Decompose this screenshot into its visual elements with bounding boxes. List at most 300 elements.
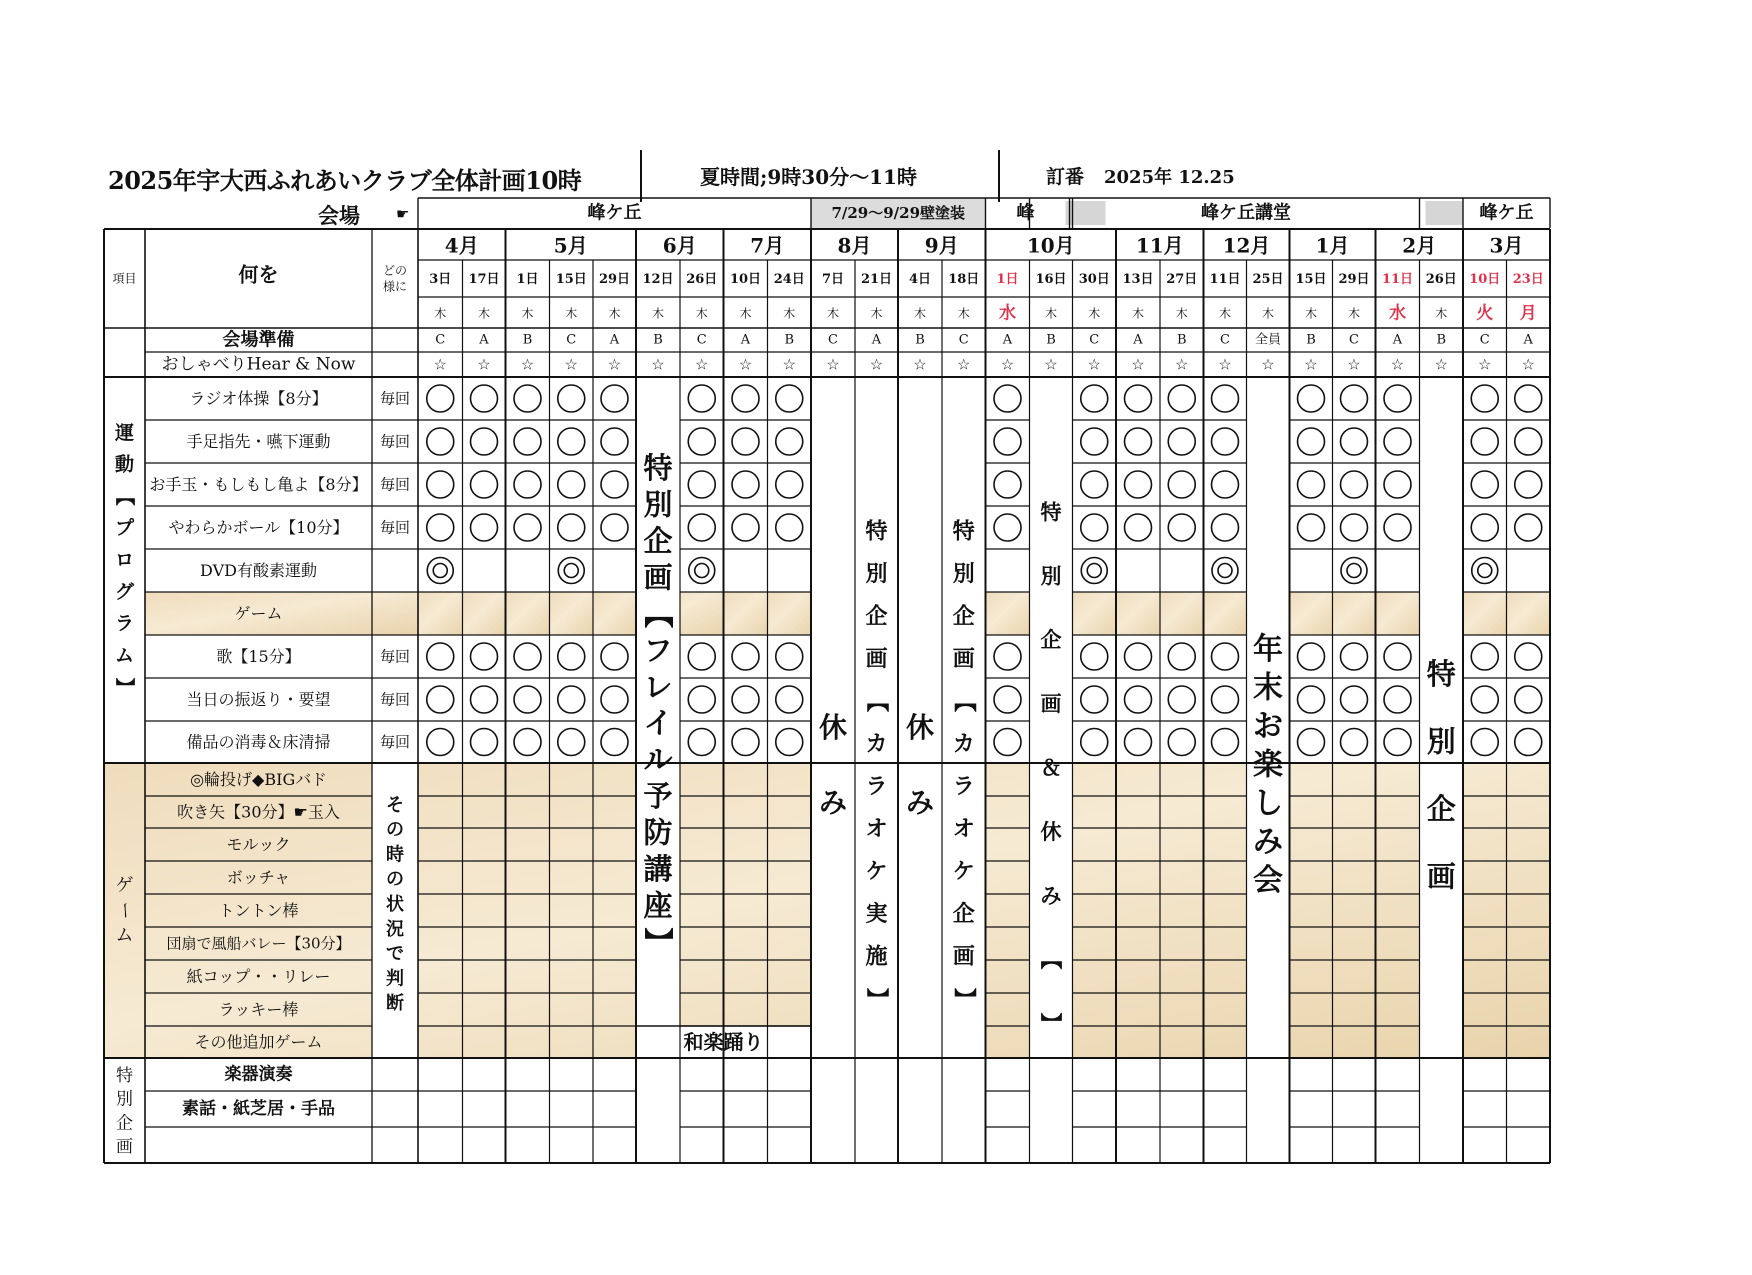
games-how xyxy=(386,795,404,1014)
venue-prep-group: 全員 xyxy=(1254,332,1282,348)
attendance-circle xyxy=(601,514,628,541)
banner-char: で xyxy=(386,943,404,965)
month-header: 8月 xyxy=(837,233,872,258)
attendance-circle xyxy=(994,686,1021,713)
chat-mark: ☆ xyxy=(1175,355,1189,374)
weekday: 木 xyxy=(477,306,491,321)
double-circle-inner xyxy=(1478,564,1492,578)
weekday: 木 xyxy=(1347,306,1361,321)
attendance-circle xyxy=(1341,428,1368,455)
double-circle xyxy=(1081,558,1107,584)
pointing-hand-icon: ☛ xyxy=(396,205,410,223)
attendance-circle xyxy=(732,729,759,756)
banner-char: 別 xyxy=(643,487,673,522)
venue-prep-group: B xyxy=(522,332,533,348)
program-how: 毎回 xyxy=(379,432,411,451)
attendance-circle xyxy=(1212,729,1239,756)
program-row-label: 手足指先・嚥下運動 xyxy=(186,432,331,451)
date-header: 15日 xyxy=(1295,272,1327,287)
banner-char: 企 xyxy=(865,603,888,630)
venue-prep-group: C xyxy=(958,332,969,348)
attendance-circle xyxy=(558,514,585,541)
venue-prep-group: B xyxy=(784,332,795,348)
banner-char: 末 xyxy=(1253,670,1283,706)
attendance-circle xyxy=(776,643,803,670)
game-row-shade xyxy=(1204,592,1247,635)
double-circle-inner xyxy=(1087,564,1101,578)
attendance-circle xyxy=(688,471,715,498)
banner-char: 特 xyxy=(1426,656,1456,691)
banner-char: 企 xyxy=(1426,791,1456,826)
attendance-circle xyxy=(514,385,541,412)
attendance-circle xyxy=(1471,471,1498,498)
program-row-label: 備品の消毒＆床清掃 xyxy=(186,732,331,752)
weekday: 木 xyxy=(521,306,534,321)
attendance-circle xyxy=(1298,514,1325,541)
venue-prep-group: B xyxy=(915,332,925,348)
attendance-circle xyxy=(427,643,454,670)
banner-char: 】 xyxy=(641,927,675,957)
attendance-circle xyxy=(1168,514,1195,541)
year-end-banner xyxy=(1253,632,1283,898)
date-header: 23日 xyxy=(1512,272,1544,287)
banner-char: 】 xyxy=(950,987,977,1010)
banner-char: み xyxy=(818,786,848,819)
attendance-circle xyxy=(1125,729,1152,756)
item-header: 項目 xyxy=(112,271,137,286)
attendance-circle xyxy=(427,385,454,412)
attendance-circle xyxy=(601,643,628,670)
date-header: 26日 xyxy=(686,272,718,287)
attendance-circle xyxy=(1081,428,1108,455)
banner-char: ロ xyxy=(114,549,135,571)
banner-char: 況 xyxy=(386,918,404,940)
venue-segment: 峰ケ丘講堂 xyxy=(1201,202,1291,224)
weekday: 木 xyxy=(783,306,796,321)
venue-label: 会場 xyxy=(318,203,360,228)
attendance-circle xyxy=(1384,643,1411,670)
attendance-circle xyxy=(1125,643,1152,670)
double-circle xyxy=(1472,558,1498,584)
banner-char: 動 xyxy=(114,453,135,476)
chat-mark: ☆ xyxy=(695,355,709,374)
attendance-circle xyxy=(427,428,454,455)
banner-char: ケ xyxy=(865,858,888,885)
venue-prep-group: A xyxy=(740,332,751,348)
attendance-circle xyxy=(1168,385,1195,412)
chat-mark: ☆ xyxy=(1044,355,1058,374)
program-row-label: お手玉・もしもし亀よ【8分】 xyxy=(149,475,368,494)
banner-char: ＆ xyxy=(1040,755,1062,780)
weekday: 火 xyxy=(1476,303,1494,324)
venue-prep-group: A xyxy=(1523,332,1533,348)
attendance-circle xyxy=(1168,643,1195,670)
attendance-circle xyxy=(601,385,628,412)
weekday: 木 xyxy=(1218,306,1232,321)
game-row-label: ◎輪投げ◆BIGバド xyxy=(190,770,327,789)
banner-char: 断 xyxy=(386,993,404,1015)
banner-cover xyxy=(811,377,855,1163)
attendance-circle xyxy=(1298,729,1325,756)
game-row-label: 吹き矢【30分】☛玉入 xyxy=(177,802,340,822)
banner-char: 】 xyxy=(113,677,136,697)
attendance-circle xyxy=(732,686,759,713)
banner-char: ー xyxy=(114,901,135,920)
venue-prep-group: C xyxy=(1089,332,1100,348)
game-row-shade xyxy=(1376,592,1420,635)
chat-mark: ☆ xyxy=(1131,355,1145,374)
game-row-shade xyxy=(418,592,463,635)
special-category xyxy=(116,1066,133,1157)
banner-char: フ xyxy=(643,633,673,668)
weekday: 木 xyxy=(1175,306,1188,321)
date-header: 1日 xyxy=(996,272,1019,287)
attendance-circle xyxy=(1212,514,1239,541)
banner-char: 【 xyxy=(641,599,675,629)
attendance-circle xyxy=(776,514,803,541)
attendance-circle xyxy=(1298,686,1325,713)
dance-banner: 和楽踊り xyxy=(683,1030,764,1054)
attendance-circle xyxy=(1515,643,1542,670)
month-header: 11月 xyxy=(1135,233,1184,258)
double-circle-inner xyxy=(1347,564,1361,578)
venue-prep-group: C xyxy=(696,332,707,348)
attendance-circle xyxy=(601,686,628,713)
attendance-circle xyxy=(1471,643,1498,670)
banner-char: 運 xyxy=(114,421,135,444)
banner-char: 企 xyxy=(952,900,975,927)
attendance-circle xyxy=(1384,428,1411,455)
weekday: 木 xyxy=(434,306,447,321)
attendance-circle xyxy=(471,729,498,756)
venue-prep-group: B xyxy=(1046,332,1056,348)
attendance-circle xyxy=(1341,643,1368,670)
chat-mark: ☆ xyxy=(520,355,535,374)
double-circle-inner xyxy=(564,564,578,578)
chat-mark: ☆ xyxy=(433,355,447,374)
banner-char: プ xyxy=(114,517,135,540)
program-how: 毎回 xyxy=(379,733,411,751)
banner-char: の xyxy=(386,819,404,841)
attendance-circle xyxy=(471,686,498,713)
attendance-circle xyxy=(1384,729,1411,756)
chat-mark: ☆ xyxy=(957,355,971,374)
banner-char: 企 xyxy=(1040,627,1062,653)
date-header: 7日 xyxy=(821,272,845,287)
banner-cover xyxy=(1420,377,1464,1163)
special-row-label: 楽器演奏 xyxy=(224,1064,293,1085)
banner-char: ゲ xyxy=(115,875,134,896)
weekday: 木 xyxy=(1088,306,1101,321)
game-row-label: ラッキー棒 xyxy=(218,1000,299,1019)
game-row-label: 団扇で風船バレー【30分】 xyxy=(166,934,351,953)
attendance-circle xyxy=(471,385,498,412)
weekday: 月 xyxy=(1519,303,1537,324)
banner-char: ラ xyxy=(952,773,975,800)
double-circle xyxy=(1212,558,1238,584)
attendance-circle xyxy=(601,729,628,756)
program-row-label: ラジオ体操【8分】 xyxy=(189,389,328,408)
attendance-circle xyxy=(1212,686,1239,713)
month-header: 7月 xyxy=(750,233,785,258)
date-header: 13日 xyxy=(1122,272,1154,287)
banner-char: お xyxy=(1253,708,1283,744)
attendance-circle xyxy=(1471,514,1498,541)
banner-char: み xyxy=(1040,882,1062,908)
banner-char: 時 xyxy=(386,844,404,866)
attendance-circle xyxy=(1341,471,1368,498)
date-header: 29日 xyxy=(598,272,631,287)
attendance-circle xyxy=(1298,428,1325,455)
attendance-circle xyxy=(427,471,454,498)
banner-char: 講 xyxy=(643,851,673,886)
banner-char: レ xyxy=(643,669,673,704)
game-row-shade xyxy=(1507,592,1551,635)
date-header: 18日 xyxy=(948,272,980,287)
date-header: 16日 xyxy=(1035,272,1067,287)
game-row-shade xyxy=(1116,592,1160,635)
month-header: 2月 xyxy=(1402,233,1437,258)
venue-prep-group: B xyxy=(1436,332,1447,348)
banner-char: 施 xyxy=(865,943,888,970)
attendance-circle xyxy=(994,471,1021,498)
venue-prep-group: B xyxy=(1176,332,1187,348)
banner-char: 別 xyxy=(865,560,888,587)
double-circle xyxy=(689,558,715,584)
attendance-circle xyxy=(1298,643,1325,670)
banner-char: 企 xyxy=(952,603,975,630)
venue-prep-group: C xyxy=(1220,332,1230,348)
game-row-label: ボッチャ xyxy=(226,868,291,887)
attendance-circle xyxy=(688,729,715,756)
date-header: 10日 xyxy=(729,272,762,287)
banner-char: ケ xyxy=(952,858,975,885)
attendance-circle xyxy=(1341,686,1368,713)
date-header: 11日 xyxy=(1381,272,1414,287)
attendance-circle xyxy=(994,729,1021,756)
double-circle-inner xyxy=(695,564,709,578)
attendance-circle xyxy=(1471,385,1498,412)
attendance-circle xyxy=(1212,643,1239,670)
banner-char: 休 xyxy=(1040,818,1062,844)
month-header: 12月 xyxy=(1222,233,1271,258)
program-row-label: DVD有酸素運動 xyxy=(200,561,317,580)
attendance-circle xyxy=(1515,385,1542,412)
venue-prep-group: A xyxy=(1133,332,1143,348)
attendance-circle xyxy=(514,471,541,498)
date-header: 30日 xyxy=(1078,272,1110,287)
game-row-shade xyxy=(463,592,506,635)
attendance-circle xyxy=(558,385,585,412)
what-header: 何を xyxy=(238,262,279,287)
venue-prep-group: C xyxy=(828,332,838,348)
attendance-circle xyxy=(1384,686,1411,713)
venue-segment: 峰 xyxy=(1016,202,1035,224)
date-header: 25日 xyxy=(1252,272,1284,287)
chat-mark: ☆ xyxy=(913,355,927,374)
date-header: 26日 xyxy=(1425,272,1457,287)
banner-char: み xyxy=(1253,824,1283,860)
date-header: 11日 xyxy=(1209,272,1241,287)
attendance-circle xyxy=(514,686,541,713)
game-row-shade xyxy=(1463,592,1507,635)
attendance-circle xyxy=(776,428,803,455)
banner-char: 】 xyxy=(863,987,890,1010)
banner-char: 企 xyxy=(116,1113,133,1134)
chat-mark: ☆ xyxy=(477,355,491,374)
banner-char: 別 xyxy=(952,560,975,587)
attendance-circle xyxy=(994,643,1021,670)
venue-prep-group: A xyxy=(479,332,489,348)
chat-label: おしゃべりHear & Now xyxy=(161,354,356,375)
banner-char: み xyxy=(905,786,935,819)
attendance-circle xyxy=(514,643,541,670)
month-header: 5月 xyxy=(553,233,588,258)
attendance-circle xyxy=(1515,428,1542,455)
venue-prep-group: B xyxy=(653,332,663,348)
date-header: 3日 xyxy=(429,272,452,287)
date-header: 12日 xyxy=(642,272,674,287)
oct-special-banner xyxy=(1039,499,1064,1033)
attendance-circle xyxy=(558,729,585,756)
venue-prep-group: C xyxy=(1479,332,1490,348)
double-circle xyxy=(558,558,584,584)
weekday: 木 xyxy=(957,306,970,321)
weekday: 木 xyxy=(565,306,578,321)
banner-char: 特 xyxy=(952,518,975,545)
venue-gap xyxy=(1426,201,1464,225)
banner-char: 画 xyxy=(1040,691,1062,717)
attendance-circle xyxy=(1384,385,1411,412)
attendance-circle xyxy=(471,428,498,455)
banner-char: 特 xyxy=(865,518,888,545)
weekday: 水 xyxy=(1389,303,1406,324)
banner-char: ム xyxy=(115,925,134,946)
attendance-circle xyxy=(1471,428,1498,455)
game-row-shade xyxy=(986,592,1030,635)
month-header: 3月 xyxy=(1489,233,1524,258)
program-row-label: 歌【15分】 xyxy=(216,647,301,666)
venue-prep-group: A xyxy=(871,332,882,348)
weekday: 木 xyxy=(651,306,665,321)
banner-char: し xyxy=(1253,786,1283,822)
chat-mark: ☆ xyxy=(1304,355,1318,374)
attendance-circle xyxy=(1081,686,1108,713)
banner-char: そ xyxy=(386,794,404,816)
attendance-circle xyxy=(994,428,1021,455)
attendance-circle xyxy=(776,729,803,756)
banner-cover xyxy=(942,377,986,1163)
attendance-circle xyxy=(1471,686,1498,713)
month-header: 9月 xyxy=(924,233,959,258)
attendance-circle xyxy=(601,428,628,455)
attendance-circle xyxy=(1125,471,1152,498)
chat-mark: ☆ xyxy=(1347,355,1361,374)
month-header: 1月 xyxy=(1315,233,1350,258)
attendance-circle xyxy=(558,643,585,670)
attendance-circle xyxy=(514,729,541,756)
attendance-circle xyxy=(688,643,715,670)
banner-cover xyxy=(898,377,942,1163)
banner-char: 特 xyxy=(643,451,673,486)
banner-char: 特 xyxy=(1040,499,1062,525)
attendance-circle xyxy=(1168,428,1195,455)
how-header: どの xyxy=(382,263,408,278)
attendance-circle xyxy=(732,471,759,498)
weekday: 木 xyxy=(1044,306,1058,321)
banner-char: イ xyxy=(643,706,673,741)
attendance-circle xyxy=(558,471,585,498)
attendance-circle xyxy=(1081,471,1108,498)
banner-char: 状 xyxy=(386,894,404,915)
banner-char: 画 xyxy=(116,1137,133,1158)
attendance-circle xyxy=(471,643,498,670)
attendance-circle xyxy=(1125,428,1152,455)
date-header: 1日 xyxy=(516,272,539,287)
weekday: 木 xyxy=(1131,306,1145,321)
banner-char: 楽 xyxy=(1253,747,1283,783)
attendance-circle xyxy=(688,514,715,541)
attendance-circle xyxy=(471,471,498,498)
banner-char: 【 xyxy=(113,486,136,506)
weekday: 木 xyxy=(608,306,621,321)
banner-char: カ xyxy=(952,730,975,757)
venue-prep-label: 会場準備 xyxy=(222,329,295,351)
program-row-label: 当日の振返り・要望 xyxy=(186,690,331,709)
attendance-circle xyxy=(1341,729,1368,756)
attendance-circle xyxy=(776,385,803,412)
date-header: 27日 xyxy=(1166,272,1198,287)
banner-char: 【 xyxy=(950,690,977,713)
attendance-circle xyxy=(732,428,759,455)
banner-char: 防 xyxy=(643,815,673,850)
banner-char: ラ xyxy=(114,612,135,635)
venue-prep-group: C xyxy=(1349,332,1359,348)
chat-mark: ☆ xyxy=(1434,355,1448,374)
attendance-circle xyxy=(1471,729,1498,756)
banner-char: 別 xyxy=(1426,724,1456,759)
weekday: 水 xyxy=(999,303,1016,324)
attendance-circle xyxy=(1212,385,1239,412)
program-row-label: やわらかボール【10分】 xyxy=(168,518,349,537)
banner-char: 特 xyxy=(116,1065,133,1086)
chat-mark: ☆ xyxy=(1261,355,1275,374)
summer-time: 夏時間;9時30分～11時 xyxy=(700,165,917,189)
chat-mark: ☆ xyxy=(738,355,753,374)
program-category xyxy=(114,422,137,697)
game-row-shade xyxy=(550,592,594,635)
chat-mark: ☆ xyxy=(1218,355,1232,374)
game-row-shade xyxy=(724,592,768,635)
attendance-circle xyxy=(1515,729,1542,756)
attendance-circle xyxy=(1125,385,1152,412)
banner-char: ム xyxy=(114,644,135,667)
banner-char: 年 xyxy=(1253,631,1283,667)
attendance-circle xyxy=(776,686,803,713)
revision-label: 訂番 xyxy=(1046,166,1085,188)
weekday: 木 xyxy=(913,306,927,321)
attendance-circle xyxy=(1298,385,1325,412)
banner-char: 企 xyxy=(643,524,673,559)
chat-mark: ☆ xyxy=(607,355,622,374)
attendance-circle xyxy=(1341,514,1368,541)
venue-prep-group: B xyxy=(1306,332,1316,348)
banner-char: 画 xyxy=(865,645,888,672)
banner-char: 休 xyxy=(905,711,935,744)
date-header: 17日 xyxy=(468,272,500,287)
chat-mark: ☆ xyxy=(564,355,578,374)
weekday: 木 xyxy=(695,306,708,321)
